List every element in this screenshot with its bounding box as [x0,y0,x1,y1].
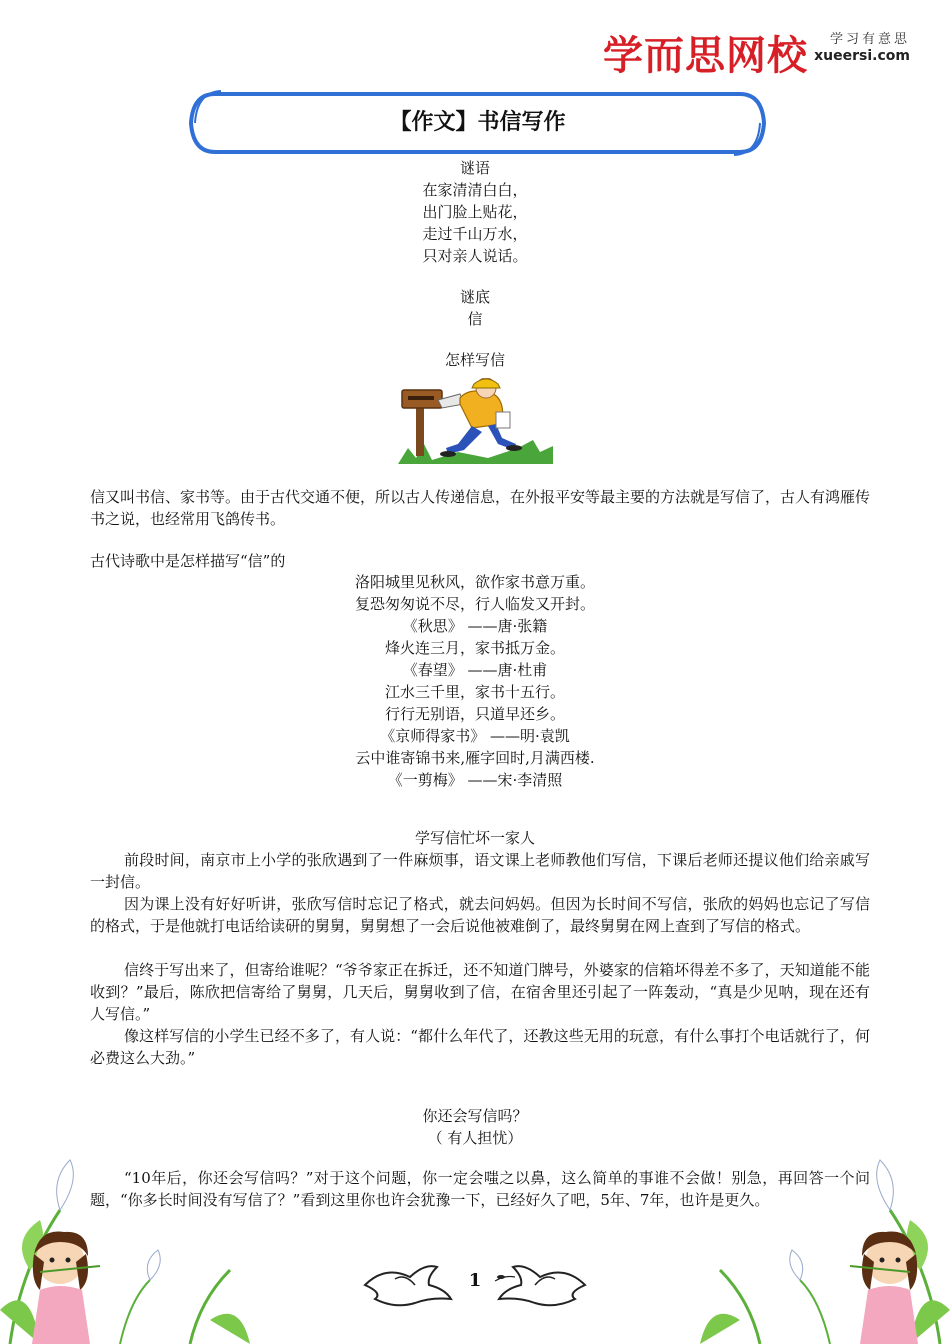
howto-heading: 怎样写信 [444,351,505,369]
poem-line: 烽火连三月，家书抵万金。 [384,639,565,657]
section2-heading: 你还会写信吗？ [422,1107,528,1125]
intro-paragraph: 信又叫书信、家书等。由于古代交通不便，所以古人传递信息，在外报平安等最主要的方法就是写信了，古人有鸿雁传书之说，也经常用飞鸽传书。 [90,488,871,528]
story-paragraph: 信终于写出来了，但寄给谁呢？“爷爷家正在拆迁，还不知道门牌号，外婆家的信箱坏得差不多了，天知道能不能收到？”最后，陈欣把信寄给了舅舅，几天后，舅舅收到了信，在宿舍里还引起了一阵轰动，“真是少见呐，现在还有人写信。” [90,961,870,1023]
riddle-line: 走过千山万水， [422,225,528,243]
section2-subheading: （ 有人担忧） [427,1129,523,1147]
poem-line: 复恐匆匆说不尽，行人临发又开封。 [354,595,595,613]
riddle-heading: 谜语 [459,159,490,177]
girl-flowers-decoration-left [0,1150,250,1344]
brand-name: 学而思网校 [603,33,808,79]
brand-slogan: 学习有意思 [829,32,910,47]
story-paragraph: 前段时间，南京市上小学的张欣遇到了一件麻烦事，语文课上老师教他们写信，下课后老师还提议他们给亲戚写一封信。 [90,851,870,891]
riddle-line: 只对亲人说话。 [422,247,528,265]
story-paragraph: 像这样写信的小学生已经不多了，有人说：“都什么年代了，还教这些无用的玩意，有什么事打个电话就行了，何必费这么大劲。” [90,1027,870,1067]
riddle-answer-heading: 谜底 [459,288,490,306]
brand-logo [603,20,910,79]
poem-line: 江水三千里，家书十五行。 [384,683,565,701]
story-heading: 学写信忙坏一家人 [414,829,535,847]
brand-url: xueersi.com [814,48,910,64]
poem-source: 《京师得家书》 ——明·袁凯 [380,727,570,745]
title-banner [185,88,770,158]
riddle-line: 在家清清白白， [422,181,528,199]
riddle-line: 出门脸上贴花， [422,203,528,221]
page-title: 【作文】书信写作 [389,110,566,135]
riddle-answer: 信 [467,310,483,328]
page-number: 1 [468,1270,482,1291]
girl-flowers-decoration-right [700,1150,950,1344]
poem-line: 洛阳城里见秋风，欲作家书意万重。 [354,573,595,591]
section2-paragraph: “10年后，你还会写信吗？”对于这个问题，你一定会嗤之以鼻，这么简单的事谁不会做！别急，再回答一个问题，“你多长时间没有写信了？”看到这里你也许会犹豫一下，已经好久了吧，5年、7年，也许是更久。 [90,1169,870,1209]
poem-line: 云中谁寄锦书来,雁字回时,月满西楼. [355,749,595,767]
poetry-heading: 古代诗歌中是怎样描写“信”的 [90,552,286,570]
poem-source: 《春望》 ——唐·杜甫 [402,661,548,679]
mail-carrier-illustration [398,378,553,464]
poem-line: 行行无别语，只道早还乡。 [384,705,565,723]
story-paragraph: 因为课上没有好好听讲，张欣写信时忘记了格式，就去问妈妈。但因为长时间不写信，张欣的妈妈也忘记了写信的格式，于是他就打电话给读研的舅舅，舅舅想了一会后说他被难倒了，最终舅舅在网上查到了写信的格式。 [90,895,870,935]
poem-source: 《秋思》 ——唐·张籍 [402,617,548,635]
poem-source: 《一剪梅》 ——宋·李清照 [387,771,563,789]
